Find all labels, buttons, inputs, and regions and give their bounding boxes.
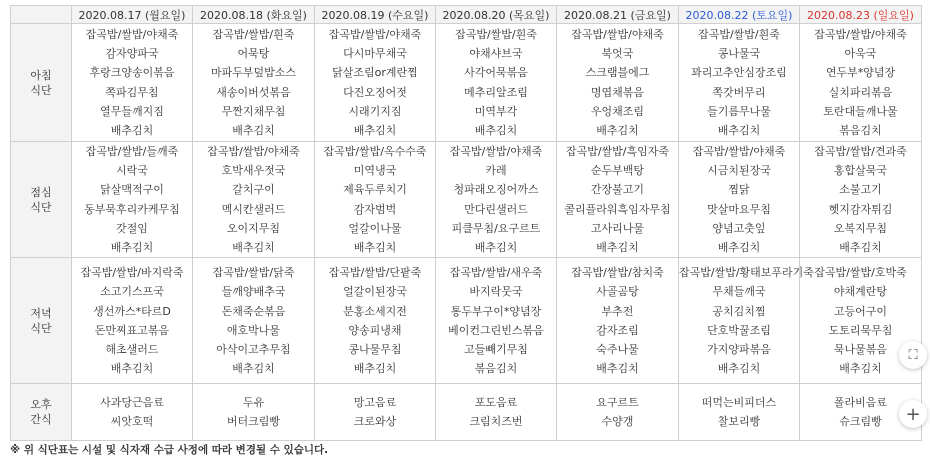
menu-item: 잡곡밥/쌀밥/들깨죽 bbox=[85, 145, 179, 158]
menu-item: 배추김치 bbox=[596, 241, 639, 255]
menu-item: 갓절임 bbox=[116, 221, 148, 235]
menu-item: 잡곡밥/쌀밥/참치죽 bbox=[571, 266, 664, 280]
expand-icon: ⛶ bbox=[908, 347, 918, 363]
menu-item: 배추김치 bbox=[839, 362, 882, 376]
menu-cell bbox=[315, 384, 436, 441]
menu-item: 배추김치 bbox=[110, 123, 154, 137]
menu-cell bbox=[72, 384, 193, 441]
menu-item: 잡곡밥/쌀밥/흰죽 bbox=[455, 27, 537, 41]
menu-item: 다진오징어젓 bbox=[343, 85, 407, 99]
menu-item: 홍합살묵국 bbox=[833, 164, 888, 178]
menu-item: 사각어묵볶음 bbox=[464, 66, 528, 80]
menu-item: 단호박꿀조림 bbox=[707, 323, 771, 337]
menu-item: 배추김치 bbox=[110, 241, 154, 255]
menu-item: 소고기스프국 bbox=[100, 285, 164, 299]
menu-item: 통두부구이*양념장 bbox=[450, 304, 542, 318]
menu-item: 배추김치 bbox=[110, 362, 154, 376]
menu-cell bbox=[557, 258, 679, 384]
menu-cell bbox=[72, 258, 193, 384]
menu-item: 잡곡밥/쌀밥/야채죽 bbox=[328, 27, 422, 41]
menu-item: 배추김치 bbox=[474, 241, 518, 255]
menu-item: 배추김치 bbox=[232, 241, 275, 255]
date-header: 2020.08.23 (일요일) bbox=[800, 6, 922, 24]
menu-item: 숙주나물 bbox=[596, 342, 639, 356]
menu-item: 야채샤브국 bbox=[469, 47, 523, 61]
meal-label-line: 간식 bbox=[30, 413, 52, 427]
menu-item: 잡곡밥/쌀밥/야채죽 bbox=[814, 27, 907, 41]
menu-item: 망고음료 bbox=[353, 396, 397, 410]
menu-item: 고등어구이 bbox=[833, 304, 888, 318]
plus-icon: + bbox=[905, 403, 921, 425]
menu-item: 간장불고기 bbox=[590, 183, 645, 197]
meal-rows bbox=[11, 24, 922, 441]
menu-cell bbox=[800, 24, 922, 142]
menu-item: 열무들깨지짐 bbox=[100, 104, 164, 118]
menu-item: 배추김치 bbox=[232, 362, 275, 376]
menu-cell bbox=[436, 258, 557, 384]
date-header: 2020.08.22 (토요일) bbox=[679, 6, 800, 24]
menu-item: 크로와상 bbox=[353, 415, 397, 429]
meal-label-line: 오후 bbox=[30, 398, 52, 412]
menu-item: 오이지무침 bbox=[226, 221, 281, 235]
menu-item: 사골곰탕 bbox=[596, 285, 639, 299]
menu-cell bbox=[193, 384, 315, 441]
menu-item: 바지락뭇국 bbox=[469, 285, 523, 299]
menu-item: 무짠지채무침 bbox=[221, 104, 286, 118]
menu-item: 배추김치 bbox=[596, 123, 639, 137]
menu-item: 고들빼기무침 bbox=[464, 342, 528, 356]
menu-cell bbox=[315, 142, 436, 258]
menu-item: 쪽갓버무리 bbox=[712, 85, 766, 99]
menu-item: 잡곡밥/쌀밥/야채죽 bbox=[449, 145, 543, 158]
meal-label-line: 점심 bbox=[30, 185, 52, 199]
menu-item: 잡곡밥/쌀밥/황태보푸라기죽 bbox=[679, 266, 814, 280]
menu-item: 시락국 bbox=[116, 164, 148, 178]
menu-item: 잡곡밥/쌀밥/단팥죽 bbox=[328, 266, 422, 280]
menu-cell bbox=[679, 384, 800, 441]
menu-item: 야채계란탕 bbox=[833, 285, 888, 299]
menu-item: 생선까스*타르D bbox=[93, 304, 171, 318]
meal-label-line: 아침 bbox=[30, 68, 52, 82]
menu-item: 갈치구이 bbox=[232, 183, 275, 197]
meal-label bbox=[11, 142, 72, 258]
menu-item: 소불고기 bbox=[839, 183, 882, 197]
menu-item: 콩나물국 bbox=[717, 47, 761, 61]
menu-item: 후랑크양송이볶음 bbox=[89, 66, 175, 80]
menu-item: 잡곡밥/쌀밥/바지락죽 bbox=[80, 266, 184, 280]
menu-item: 잡곡밥/쌀밥/야채죽 bbox=[692, 145, 786, 158]
menu-item: 스크램블에그 bbox=[585, 66, 650, 80]
menu-item: 무채들깨국 bbox=[712, 285, 766, 299]
menu-item: 배추김치 bbox=[717, 123, 761, 137]
menu-cell bbox=[557, 384, 679, 441]
menu-item: 배추김치 bbox=[232, 123, 275, 137]
menu-cell bbox=[557, 24, 679, 142]
menu-item: 헷지감자튀김 bbox=[828, 202, 893, 216]
menu-item: 감자조림 bbox=[596, 323, 639, 337]
menu-item: 잡곡밥/쌀밥/닭죽 bbox=[212, 266, 295, 280]
menu-item: 동부묵후리카케무침 bbox=[84, 202, 180, 216]
menu-item: 잡곡밥/쌀밥/견과죽 bbox=[814, 145, 907, 158]
menu-item: 배추김치 bbox=[596, 362, 639, 376]
date-header: 2020.08.17 (월요일) bbox=[72, 6, 193, 24]
date-header: 2020.08.18 (화요일) bbox=[193, 6, 315, 24]
menu-cell bbox=[679, 142, 800, 258]
menu-item: 배추김치 bbox=[353, 123, 397, 137]
menu-item: 닭살조림or계란찜 bbox=[332, 66, 418, 80]
menu-item: 배추김치 bbox=[839, 241, 882, 255]
menu-item: 미역냉국 bbox=[353, 164, 397, 178]
menu-item: 해초샐러드 bbox=[105, 342, 159, 356]
meal-label bbox=[11, 258, 72, 384]
menu-cell bbox=[436, 142, 557, 258]
menu-item: 콜리플라워흑임자무침 bbox=[564, 202, 671, 216]
menu-item: 시래기지짐 bbox=[348, 104, 402, 118]
menu-item: 두유 bbox=[242, 396, 265, 410]
menu-item: 배추김치 bbox=[474, 123, 518, 137]
menu-item: 수양갱 bbox=[601, 415, 634, 429]
meal-label bbox=[11, 384, 72, 441]
menu-item: 아욱국 bbox=[844, 47, 877, 61]
menu-item: 연두부*양념장 bbox=[825, 66, 896, 80]
menu-item: 감자범벅 bbox=[353, 202, 397, 216]
meal-label-line: 저녁 bbox=[30, 306, 52, 320]
menu-item: 가지양파볶음 bbox=[707, 342, 771, 356]
menu-cell bbox=[679, 24, 800, 142]
menu-item: 만다린샐러드 bbox=[464, 202, 528, 216]
menu-item: 맛살마요무침 bbox=[707, 202, 771, 216]
menu-item: 잡곡밥/쌀밥/옥수수죽 bbox=[323, 145, 427, 158]
menu-item: 요구르트 bbox=[596, 396, 639, 410]
menu-item: 볶음김치 bbox=[839, 123, 882, 137]
menu-cell bbox=[436, 384, 557, 441]
menu-item: 사과당근음료 bbox=[100, 396, 164, 410]
expand-button[interactable] bbox=[899, 341, 927, 369]
date-header: 2020.08.21 (금요일) bbox=[557, 6, 679, 24]
date-header: 2020.08.20 (목요일) bbox=[436, 6, 557, 24]
menu-item: 떠먹는비피더스 bbox=[701, 396, 777, 410]
menu-cell bbox=[436, 24, 557, 142]
menu-change-notice: ※ 위 식단표는 시설 및 식자재 수급 사정에 따라 변경될 수 있습니다. bbox=[10, 444, 329, 456]
menu-item: 크림치즈번 bbox=[469, 415, 523, 429]
menu-item: 잡곡밥/쌀밥/호박죽 bbox=[814, 266, 907, 280]
menu-item: 잡곡밥/쌀밥/흰죽 bbox=[698, 27, 780, 41]
menu-item: 고사리나물 bbox=[590, 221, 645, 235]
menu-item: 잡곡밥/쌀밥/새우죽 bbox=[449, 266, 543, 280]
menu-item: 찰보리빵 bbox=[717, 415, 761, 429]
date-header-row bbox=[11, 6, 922, 24]
menu-item: 닭살맥적구이 bbox=[100, 183, 164, 197]
menu-cell bbox=[193, 142, 315, 258]
menu-item: 제육두루치기 bbox=[343, 183, 407, 197]
menu-item: 배추김치 bbox=[717, 362, 761, 376]
menu-item: 얼갈이된장국 bbox=[343, 285, 407, 299]
corner-cell bbox=[11, 6, 72, 24]
meal-row-lunch bbox=[11, 142, 922, 258]
menu-item: 배추김치 bbox=[353, 362, 397, 376]
meal-row-dinner bbox=[11, 258, 922, 384]
menu-item: 미역부각 bbox=[474, 104, 518, 118]
menu-item: 양념고춧잎 bbox=[712, 221, 766, 235]
meal-label-line: 식단 bbox=[30, 200, 52, 214]
meal-label bbox=[11, 24, 72, 142]
menu-item: 부추전 bbox=[601, 304, 634, 318]
menu-item: 아삭이고추무침 bbox=[216, 342, 291, 356]
menu-item: 폴라비음료 bbox=[833, 396, 888, 410]
menu-item: 오복지무침 bbox=[833, 221, 888, 235]
menu-item: 우엉채조림 bbox=[590, 104, 645, 118]
menu-item: 슈크림빵 bbox=[839, 415, 882, 429]
menu-item: 찜닭 bbox=[728, 183, 750, 197]
menu-item: 베이컨그린빈스볶음 bbox=[448, 323, 544, 337]
menu-item: 들기름무나물 bbox=[707, 104, 771, 118]
menu-item: 잡곡밥/쌀밥/야채죽 bbox=[207, 145, 300, 158]
menu-item: 잡곡밥/쌀밥/야채죽 bbox=[85, 27, 179, 41]
menu-item: 도토리묵무침 bbox=[828, 323, 893, 337]
meal-row-snack bbox=[11, 384, 922, 441]
menu-item: 시금치된장국 bbox=[707, 164, 771, 178]
meal-row-breakfast bbox=[11, 24, 922, 142]
add-button[interactable] bbox=[899, 400, 927, 428]
menu-item: 잡곡밥/쌀밥/야채죽 bbox=[571, 27, 664, 41]
menu-item: 마파두부덮밥소스 bbox=[210, 66, 296, 80]
menu-item: 배추김치 bbox=[353, 241, 397, 255]
menu-item: 호박새우젓국 bbox=[221, 164, 286, 178]
menu-item: 멕시칸샐러드 bbox=[221, 202, 286, 216]
menu-item: 들깨양배추국 bbox=[221, 285, 286, 299]
menu-item: 묵나물볶음 bbox=[833, 342, 888, 356]
menu-cell bbox=[315, 24, 436, 142]
menu-item: 버터크림빵 bbox=[226, 415, 281, 429]
menu-cell bbox=[72, 24, 193, 142]
menu-cell bbox=[193, 24, 315, 142]
menu-item: 꽈리고추안심장조림 bbox=[691, 66, 787, 80]
menu-item: 양송피냉채 bbox=[348, 323, 402, 337]
menu-item: 다시마무채국 bbox=[343, 47, 407, 61]
menu-cell bbox=[315, 258, 436, 384]
menu-item: 잡곡밥/쌀밥/흑임자죽 bbox=[565, 145, 670, 158]
menu-cell bbox=[800, 142, 922, 258]
menu-item: 감자양파국 bbox=[105, 47, 159, 61]
menu-item: 순두부백탕 bbox=[590, 164, 645, 178]
meal-label-line: 식단 bbox=[30, 83, 52, 97]
menu-item: 배추김치 bbox=[717, 241, 761, 255]
menu-item: 토란대들깨나물 bbox=[823, 104, 898, 118]
menu-item: 돈만찌표고볶음 bbox=[94, 323, 170, 337]
menu-cell bbox=[72, 142, 193, 258]
menu-item: 북엇국 bbox=[601, 47, 634, 61]
menu-item: 콩나물무침 bbox=[348, 342, 402, 356]
menu-cell bbox=[679, 258, 814, 384]
menu-cell bbox=[557, 142, 679, 258]
meal-plan-table bbox=[10, 5, 922, 441]
date-header: 2020.08.19 (수요일) bbox=[315, 6, 436, 24]
menu-item: 애호박나물 bbox=[226, 323, 281, 337]
menu-item: 돈채죽순볶음 bbox=[221, 304, 286, 318]
meal-label-line: 식단 bbox=[30, 321, 52, 335]
menu-item: 메추리알조림 bbox=[464, 85, 528, 99]
menu-item: 잡곡밥/쌀밥/흰죽 bbox=[212, 27, 295, 41]
menu-item: 실치파리볶음 bbox=[828, 85, 893, 99]
menu-item: 공치김치찜 bbox=[712, 304, 766, 318]
menu-item: 씨앗호떡 bbox=[110, 415, 154, 429]
menu-item: 쪽파김무침 bbox=[105, 85, 159, 99]
menu-item: 새송이버섯볶음 bbox=[216, 85, 291, 99]
menu-item: 볶음김치 bbox=[474, 362, 518, 376]
menu-item: 명엽채볶음 bbox=[590, 85, 645, 99]
menu-item: 포도음료 bbox=[474, 396, 518, 410]
menu-item: 어묵탕 bbox=[237, 47, 270, 61]
menu-item: 분홍소세지전 bbox=[343, 304, 407, 318]
menu-item: 피클무침/요구르트 bbox=[451, 221, 541, 235]
menu-item: 카레 bbox=[485, 164, 507, 178]
menu-cell bbox=[193, 258, 315, 384]
menu-item: 얼갈이나물 bbox=[348, 221, 402, 235]
menu-item: 청파래오징어까스 bbox=[453, 183, 539, 197]
